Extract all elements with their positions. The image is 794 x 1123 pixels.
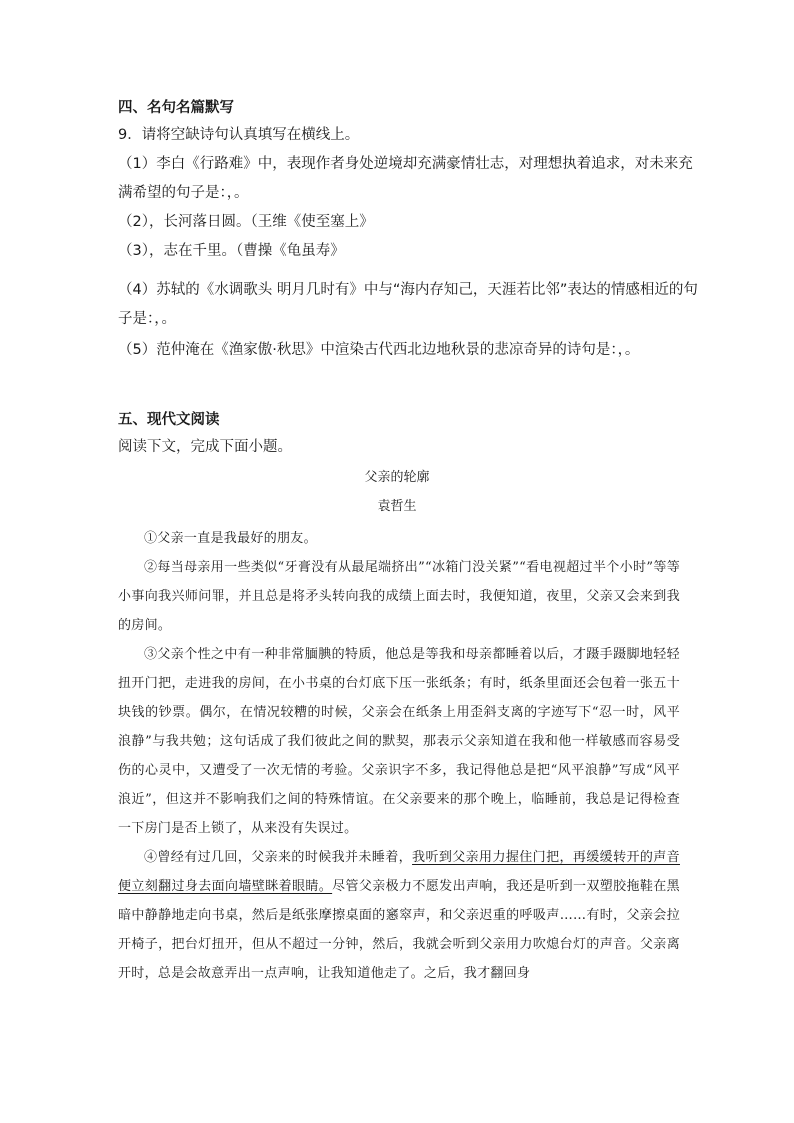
paragraph-3: ③父亲个性之中有一种非常腼腆的特质，他总是等我和母亲都睡着以后，才蹑手蹑脚地轻轻扭开门把，走进我的房间，在小书桌的台灯底下压一张纸条；有时，纸条里面还会包着一张五十块钱的钞票。偶尔，在情况较糟的时候，父亲会在纸条上用歪斜支离的字迹写下“忍一时，风平浪静”与我共勉；这句话成了我们彼此之间的默契，那表示父亲知道在我和他一样敏感而容易受伤的心灵中，又遭受了一次无情的考验。父亲识字不多，我记得他总是把“风平浪静”写成“风平浪近”，但这并不影响我们之间的特殊情谊。在父亲要来的那个晚上，临睡前，我总是记得检查一下房门是否上锁了，从来没有失误过。: [118, 647, 680, 836]
item-4-line-2: 子是：，。: [118, 311, 176, 327]
paragraph-4-start: ④曾经有过几回，父亲来的时候我并未睡着，: [144, 850, 413, 865]
reading-instruction: 阅读下文，完成下面小题。: [118, 439, 292, 455]
article-title: 父亲的轮廓: [364, 470, 430, 485]
paragraph-4-rest: 尽管父亲极力不愿发出声响，我还是听到一双塑胶拖鞋在黑暗中静静地走向书桌，然后是纸张摩擦桌面的窸窣声，和父亲迟重的呼吸声……有时，父亲会拉开椅子，把台灯扭开，但从不超过一分钟，然后，我就会听到父亲用力吹熄台灯的声音。父亲离开时，总是会故意弄出一点声响，让我知道他走了。之后，我才翻回身: [118, 879, 680, 981]
paragraph-4: [118, 843, 680, 988]
item-2: （2），长河落日圆。（王维《使至塞上》: [118, 214, 374, 230]
paragraph-1: ①父亲一直是我最好的朋友。: [144, 531, 317, 546]
article-body: [118, 524, 680, 988]
question-9: 9．请将空缺诗句认真填写在横线上。: [118, 127, 360, 143]
paragraph-4-underlined-sentence: 我听到父亲用力握住门把，再缓缓转开的声音便立刻翻过身去面向墙壁眯着眼睛。: [118, 850, 680, 894]
item-5: （5）范仲淹在《渔家傲·秋思》中渲染古代西北边地秋景的悲凉奇异的诗句是：，。: [118, 342, 640, 358]
item-1-line-2: 满希望的句子是：，。: [118, 185, 249, 201]
article-author: 袁哲生: [377, 499, 417, 514]
section-5-heading: 五、现代文阅读: [118, 412, 220, 428]
item-1-line-1: （1）李白《行路难》中，表现作者身处逆境却充满豪情壮志，对理想执着追求，对未来充: [118, 156, 693, 172]
section-4-heading: 四、名句名篇默写: [118, 100, 234, 116]
item-3: （3），志在千里。（曹操《龟虽寿》: [118, 243, 345, 259]
paragraph-2: ②每当母亲用一些类似“牙膏没有从最尾端挤出”“冰箱门没关紧”“看电视超过半个小时”等等小事向我兴师问罪，并且总是将矛头转向我的成绩上面去时，我便知道，夜里，父亲又会来到我的房间。: [118, 560, 680, 633]
item-4-line-1: （4）苏轼的《水调歌头 明月几时有》中与“海内存知己，天涯若比邻”表达的情感相近的句: [118, 282, 698, 298]
